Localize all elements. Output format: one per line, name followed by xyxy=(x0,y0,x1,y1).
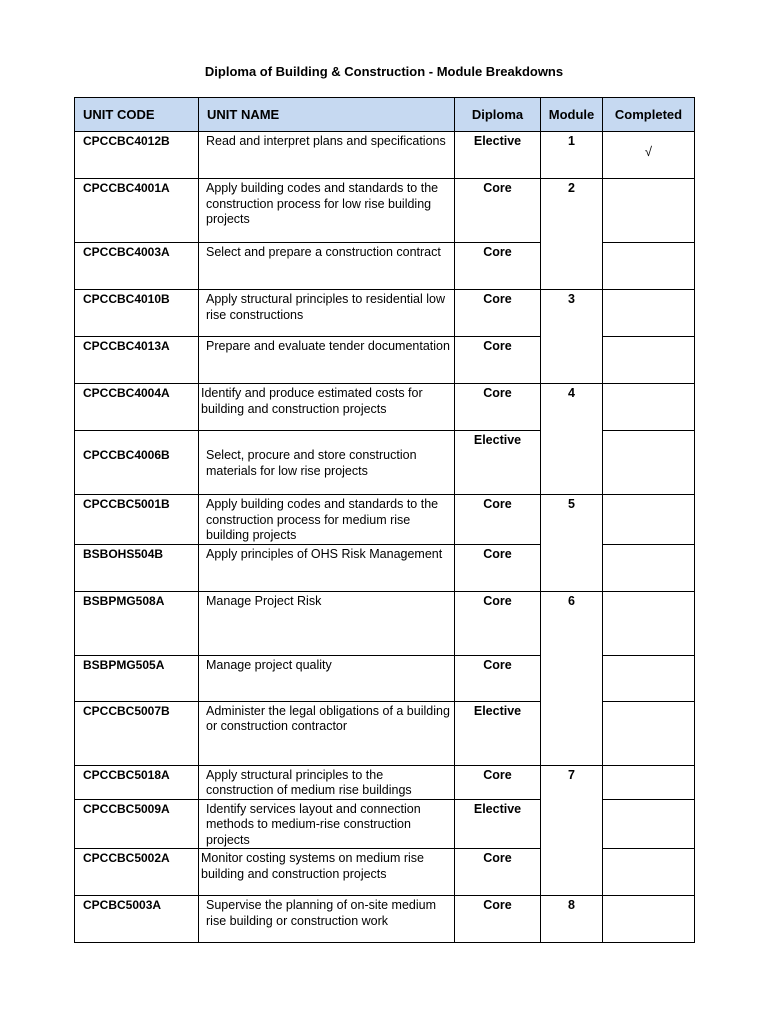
diploma-type: Elective xyxy=(455,701,541,765)
unit-code: CPCCBC4013A xyxy=(75,337,199,384)
completed-cell[interactable] xyxy=(603,765,695,799)
unit-code: BSBPMG508A xyxy=(75,591,199,655)
unit-name: Identify services layout and connection methods to medium-rise construction projects xyxy=(199,799,455,849)
unit-name: Supervise the planning of on-site medium rise building or construction work xyxy=(199,896,455,943)
completed-cell[interactable] xyxy=(603,701,695,765)
unit-code: CPCCBC5002A xyxy=(75,849,199,896)
unit-code: CPCCBC4010B xyxy=(75,290,199,337)
diploma-type: Core xyxy=(455,179,541,243)
diploma-type: Core xyxy=(455,655,541,701)
unit-name: Apply principles of OHS Risk Management xyxy=(199,544,455,591)
diploma-type: Core xyxy=(455,337,541,384)
diploma-type: Elective xyxy=(455,132,541,179)
unit-name: Manage project quality xyxy=(199,655,455,701)
diploma-type: Elective xyxy=(455,431,541,495)
completed-cell[interactable] xyxy=(603,591,695,655)
diploma-type: Elective xyxy=(455,799,541,849)
unit-code: CPCCBC4004A xyxy=(75,384,199,431)
completed-cell[interactable] xyxy=(603,655,695,701)
completed-cell[interactable] xyxy=(603,179,695,243)
diploma-type: Core xyxy=(455,495,541,545)
module-number: 5 xyxy=(541,495,603,592)
table-row xyxy=(75,896,695,943)
table-row xyxy=(75,290,695,337)
completed-cell[interactable] xyxy=(603,799,695,849)
unit-name: Apply structural principles to residential low rise constructions xyxy=(199,290,455,337)
unit-code: CPCBC5003A xyxy=(75,896,199,943)
unit-code: CPCCBC5007B xyxy=(75,701,199,765)
unit-code: BSBPMG505A xyxy=(75,655,199,701)
unit-name: Apply building codes and standards to the construction process for low rise building projects xyxy=(199,179,455,243)
table-row xyxy=(75,765,695,799)
diploma-type: Core xyxy=(455,384,541,431)
table-row xyxy=(75,179,695,243)
module-number: 8 xyxy=(541,896,603,943)
unit-name: Manage Project Risk xyxy=(199,591,455,655)
page-title: Diploma of Building & Construction - Module Breakdowns xyxy=(204,64,564,79)
unit-code: CPCCBC5009A xyxy=(75,799,199,849)
module-number: 1 xyxy=(541,132,603,179)
module-number: 3 xyxy=(541,290,603,384)
completed-cell[interactable] xyxy=(603,431,695,495)
completed-cell[interactable] xyxy=(603,495,695,545)
completed-cell[interactable] xyxy=(603,384,695,431)
module-number: 2 xyxy=(541,179,603,290)
completed-cell[interactable] xyxy=(603,290,695,337)
unit-name: Select, procure and store construction materials for low rise projects xyxy=(199,431,455,495)
unit-name: Apply building codes and standards to the construction process for medium rise building projects xyxy=(199,495,455,545)
header-completed: Completed xyxy=(603,98,695,132)
table-row xyxy=(75,591,695,655)
unit-code: CPCCBC4006B xyxy=(75,431,199,495)
header-row xyxy=(75,98,695,132)
completed-cell[interactable] xyxy=(603,849,695,896)
unit-name: Identify and produce estimated costs for building and construction projects xyxy=(199,384,455,431)
module-number: 6 xyxy=(541,591,603,765)
completed-cell[interactable] xyxy=(603,544,695,591)
diploma-type: Core xyxy=(455,243,541,290)
unit-name: Prepare and evaluate tender documentation xyxy=(199,337,455,384)
diploma-type: Core xyxy=(455,544,541,591)
header-diploma: Diploma xyxy=(455,98,541,132)
module-table xyxy=(74,97,695,943)
table-row xyxy=(75,132,695,179)
diploma-type: Core xyxy=(455,290,541,337)
unit-name: Select and prepare a construction contract xyxy=(199,243,455,290)
unit-name: Read and interpret plans and specifications xyxy=(199,132,455,179)
diploma-type: Core xyxy=(455,896,541,943)
module-number: 7 xyxy=(541,765,603,896)
unit-name: Administer the legal obligations of a building or construction contractor xyxy=(199,701,455,765)
unit-code: CPCCBC4001A xyxy=(75,179,199,243)
header-unit-name: UNIT NAME xyxy=(199,98,455,132)
unit-code: CPCCBC4003A xyxy=(75,243,199,290)
table-row xyxy=(75,495,695,545)
checkmark-icon: √ xyxy=(644,144,653,159)
completed-cell[interactable] xyxy=(603,896,695,943)
unit-code: BSBOHS504B xyxy=(75,544,199,591)
header-module: Module xyxy=(541,98,603,132)
diploma-type: Core xyxy=(455,591,541,655)
diploma-type: Core xyxy=(455,765,541,799)
header-unit-code: UNIT CODE xyxy=(75,98,199,132)
diploma-type: Core xyxy=(455,849,541,896)
module-number: 4 xyxy=(541,384,603,495)
unit-name: Monitor costing systems on medium rise building and construction projects xyxy=(199,849,455,896)
completed-cell[interactable] xyxy=(603,243,695,290)
completed-cell[interactable] xyxy=(603,337,695,384)
table-row xyxy=(75,384,695,431)
unit-code: CPCCBC5018A xyxy=(75,765,199,799)
unit-name: Apply structural principles to the construction of medium rise buildings xyxy=(199,765,455,799)
unit-code: CPCCBC5001B xyxy=(75,495,199,545)
unit-code: CPCCBC4012B xyxy=(75,132,199,179)
completed-cell[interactable] xyxy=(603,132,695,179)
